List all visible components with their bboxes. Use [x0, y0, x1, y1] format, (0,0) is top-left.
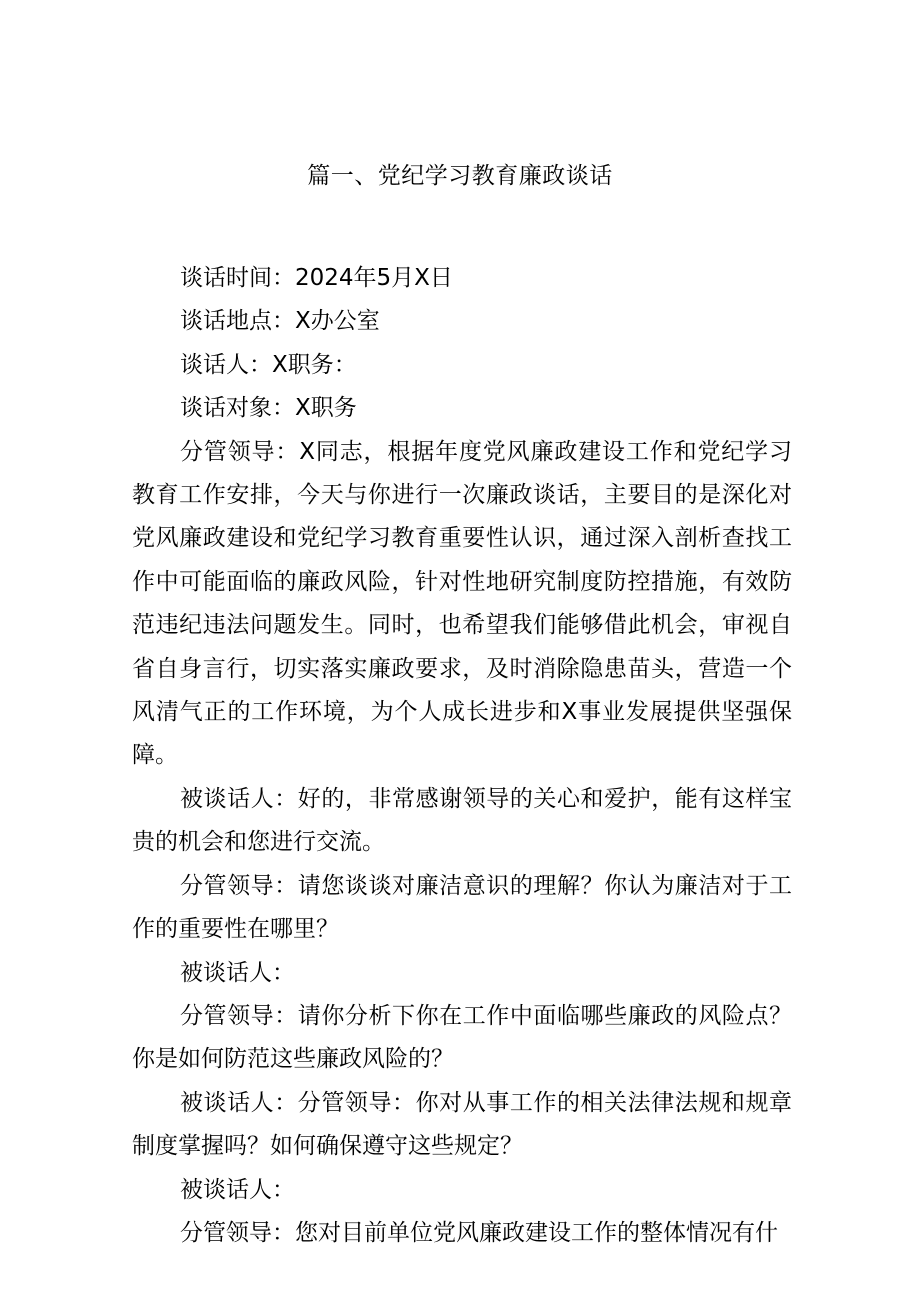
meta-talk-target: 谈话对象：X职务: [180, 395, 357, 422]
dialogue-paragraph: 分管领导：X同志，根据年度党风廉政建设工作和党纪学习教育工作安排，今天与你进行一次廉政谈话，主要目的是深化对党风廉政建设和党纪学习教育重要性认识，通过深入剖析查找工作中可能面临的廉政风险，针对性地研究制度防控措施，有效防范违纪违法问题发生。同时，也希望我们能够借此机会，审视自省自身言行，切实落实廉政要求，及时消除隐患苗头，营造一个风清气正的工作环境，为个人成长进步和X事业发展提供坚强保障。: [132, 438, 792, 769]
dialogue-paragraph: 被谈话人：: [180, 1176, 295, 1203]
document-body: [132, 257, 792, 1255]
meta-talk-location: 谈话地点：X办公室: [180, 308, 380, 335]
meta-talker: 谈话人：X职务：: [180, 351, 357, 378]
dialogue-paragraph: 分管领导：请您谈谈对廉洁意识的理解？你认为廉洁对于工作的重要性在哪里？: [132, 872, 792, 943]
dialogue-paragraph: 被谈话人：: [180, 959, 295, 986]
meta-talk-time: 谈话时间：2024年5月X日: [180, 265, 453, 291]
document-title: 篇一、党纪学习教育廉政谈话: [307, 163, 613, 189]
dialogue-paragraph: 被谈话人：分管领导：你对从事工作的相关法律法规和规章制度掌握吗？如何确保遵守这些规定？: [132, 1089, 792, 1160]
dialogue-paragraph: 分管领导：请你分析下你在工作中面临哪些廉政的风险点？你是如何防范这些廉政风险的？: [132, 1002, 792, 1073]
dialogue-paragraph: 被谈话人：好的，非常感谢领导的关心和爱护，能有这样宝贵的机会和您进行交流。: [132, 785, 792, 856]
dialogue-paragraph: 分管领导：您对目前单位党风廉政建设工作的整体情况有什: [180, 1219, 778, 1246]
